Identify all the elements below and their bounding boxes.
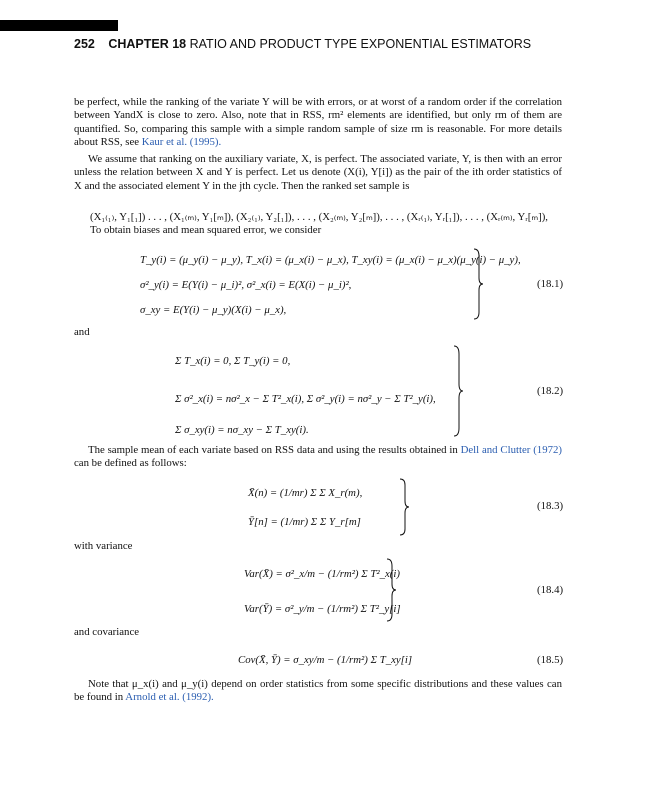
citation-arnold[interactable]: Arnold et al. (1992). bbox=[125, 691, 214, 704]
eq-18-2-line-3: Σ σ_xy(i) = nσ_xy − Σ T_xy(i). bbox=[175, 424, 309, 436]
ranked-set-sample: (X₁₍₁₎, Y₁[₁]) . . . , (X₁₍ₘ₎, Y₁[ₘ]), (X₂₍₁₎, Y₂[₁]), . . . , (X₂₍ₘ₎, Y₂[ₘ]), . . . , (Xᵣ₍₁₎, Yᵣ[₁]), . . . , (Xᵣ₍ₘ₎, Yᵣ[ₘ]), bbox=[90, 211, 549, 223]
eq-18-4-line-1: Var(X̄) = σ²_x/m − (1/rm²) Σ T²_x(i) bbox=[244, 568, 400, 580]
and-covariance-label: and covariance bbox=[74, 626, 140, 638]
chapter-title: RATIO AND PRODUCT TYPE EXPONENTIAL ESTIMATORS bbox=[189, 37, 532, 51]
right-brace-icon bbox=[385, 558, 397, 622]
right-brace-icon bbox=[472, 248, 484, 320]
eq-number: (18.2) bbox=[537, 385, 564, 397]
eq-number: (18.3) bbox=[537, 500, 564, 512]
page-number: 252 bbox=[74, 37, 95, 51]
paragraph-5: Note that μ_x(i) and μ_y(i) depend on order statistics from some specific distributions and these values can be found in Arnold et al. (1992). bbox=[74, 678, 562, 704]
paragraph-3: To obtain biases and mean squared error, we consider bbox=[90, 224, 322, 236]
right-brace-icon bbox=[452, 345, 464, 437]
eq-18-1-line-1: T_y(i) = (μ_y(i) − μ_y), T_x(i) = (μ_x(i) − μ_x), T_xy(i) = (μ_x(i) − μ_x)(μ_y(i) − μ_y), bbox=[140, 254, 521, 266]
citation-kaur[interactable]: Kaur et al. (1995). bbox=[141, 136, 222, 149]
eq-number: (18.4) bbox=[537, 584, 564, 596]
header-bar bbox=[0, 20, 118, 31]
eq-18-2-line-1: Σ T_x(i) = 0, Σ T_y(i) = 0, bbox=[175, 355, 291, 367]
with-variance-label: with variance bbox=[74, 540, 133, 552]
paragraph-1: be perfect, while the ranking of the variate Y will be with errors, or at worst of a random order if the correlation between YandX is close to zero. Also, note that in RSS, rm² elements are identified, but only rm of them are quantified. So, comparing this sample with a simple random sample of size rm is reasonable. For more details about RSS, see Kaur et al. (1995). bbox=[74, 96, 562, 149]
paragraph-2: We assume that ranking on the auxiliary variate, X, is perfect. The associated variate, Y, is then with an error unless the relation between X and Y is perfect. Let us denote (X(i), Y[i]) as the pair of the ith order statistics of X and the associated element Y in the jth cycle. Then the ranked set sample is bbox=[74, 153, 562, 192]
paragraph-4: The sample mean of each variate based on RSS data and using the results obtained in Dell and Clutter (1972) can be defined as follows: bbox=[74, 444, 562, 470]
right-brace-icon bbox=[398, 478, 410, 536]
connector-and: and bbox=[74, 326, 90, 338]
eq-18-3-line-2: Ȳ[n] = (1/mr) Σ Σ Y_r[m] bbox=[248, 516, 361, 528]
running-header bbox=[74, 37, 531, 51]
eq-18-4-line-2: Var(Ȳ) = σ²_y/m − (1/rm²) Σ T²_y[i] bbox=[244, 603, 401, 615]
eq-18-1-line-2: σ²_y(i) = E(Y(i) − μ_i)², σ²_x(i) = E(X(i) − μ_i)², bbox=[140, 279, 352, 291]
eq-number: (18.1) bbox=[537, 278, 564, 290]
eq-18-1-line-3: σ_xy = E(Y(i) − μ_y)(X(i) − μ_x), bbox=[140, 304, 287, 316]
eq-18-3-line-1: X̄(n) = (1/mr) Σ Σ X_r(m), bbox=[248, 487, 363, 499]
chapter-label: CHAPTER 18 bbox=[108, 37, 187, 51]
eq-18-5-line-1: Cov(X̄, Ȳ) = σ_xy/m − (1/rm²) Σ T_xy[i] bbox=[238, 654, 413, 666]
eq-18-2-line-2: Σ σ²_x(i) = nσ²_x − Σ T²_x(i), Σ σ²_y(i) = nσ²_y − Σ T²_y(i), bbox=[175, 393, 436, 405]
eq-number: (18.5) bbox=[537, 654, 564, 666]
citation-dell-clutter[interactable]: Dell and Clutter (1972) bbox=[460, 444, 562, 456]
